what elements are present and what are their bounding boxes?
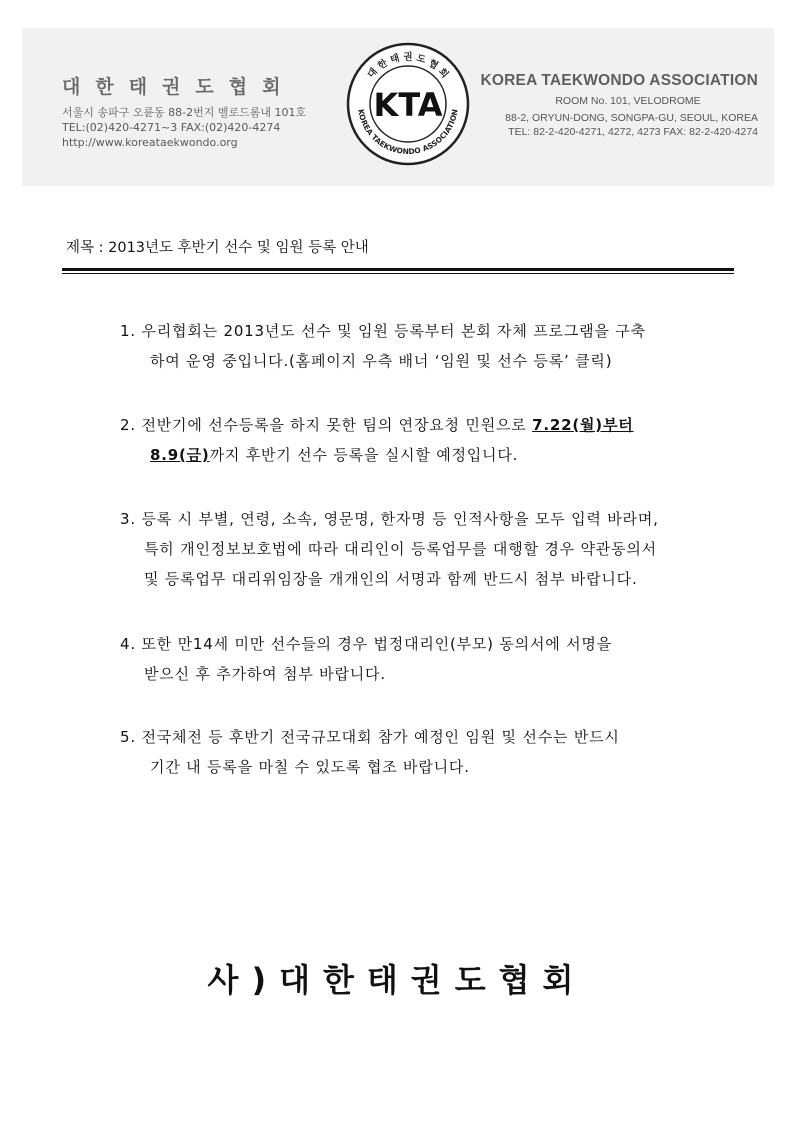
- item-3-line-3: 및 등록업무 대리위임장을 개개인의 서명과 함께 반드시 첨부 바랍니다.: [144, 570, 638, 588]
- item-2-date-end: 8.9(금): [150, 446, 210, 464]
- item-3-line-2: 특히 개인정보보호법에 따라 대리인이 등록업무를 대행할 경우 약관동의서: [144, 540, 657, 558]
- kr-tel-fax: TEL:(02)420-4271~3 FAX:(02)420-4274: [62, 121, 281, 134]
- kta-logo-icon: [344, 40, 472, 168]
- subject-rule-thick: [62, 268, 734, 271]
- item-2-text: 2. 전반기에 선수등록을 하지 못한 팀의 연장요청 민원으로: [120, 416, 533, 434]
- list-item-3: [120, 504, 750, 594]
- kr-website: http://www.koreataekwondo.org: [62, 136, 238, 149]
- list-item-2: [120, 410, 750, 470]
- subject-rule-thin: [62, 273, 734, 274]
- english-header: [458, 72, 758, 139]
- en-tel-fax: TEL: 82-2-420-4271, 4272, 4273 FAX: 82-2-420-4274: [508, 126, 758, 138]
- en-org-name: KOREA TAEKWONDO ASSOCIATION: [480, 72, 758, 89]
- item-2-rest: 까지 후반기 선수 등록을 실시할 예정입니다.: [209, 446, 519, 464]
- en-room: ROOM No. 101, VELODROME: [555, 95, 701, 107]
- list-item-1: [120, 316, 750, 376]
- item-4-line-2: 받으신 후 추가하여 첨부 바랍니다.: [144, 665, 386, 683]
- kr-address: 서울시 송파구 오륜동 88-2번지 벨로드롬내 101호: [62, 106, 307, 119]
- item-2-line-1: [120, 410, 750, 440]
- kr-org-name: 대한태권도협회: [62, 76, 296, 98]
- logo-kta-text: KTA: [373, 86, 443, 124]
- item-5-line-1: 5. 전국체전 등 후반기 전국규모대회 참가 예정인 임원 및 선수는 반드시: [120, 728, 620, 746]
- item-3-line-1: 3. 등록 시 부별, 연령, 소속, 영문명, 한자명 등 인적사항을 모두 입력 바라며,: [120, 510, 659, 528]
- item-1-line-2: 하여 운영 중입니다.(홈페이지 우측 배너 ‘임원 및 선수 등록’ 클릭): [150, 352, 613, 370]
- item-2-date-start: 7.22(월)부터: [532, 416, 634, 434]
- letterhead: [22, 28, 774, 186]
- item-4-line-1: 4. 또한 만14세 미만 선수들의 경우 법정대리인(부모) 동의서에 서명을: [120, 635, 612, 653]
- item-5-line-2: 기간 내 등록을 마칠 수 있도록 협조 바랍니다.: [150, 758, 470, 776]
- list-item-4: [120, 629, 750, 689]
- list-item-5: [120, 722, 750, 782]
- en-address: 88-2, ORYUN-DONG, SONGPA-GU, SEOUL, KOREA: [505, 112, 758, 124]
- logo-bottom-text: KOREA TAEKWONDO ASSOCIATION: [356, 108, 460, 157]
- item-2-line-2: [120, 440, 750, 470]
- item-1-line-1: 1. 우리협회는 2013년도 선수 및 임원 등록부터 본회 자체 프로그램을 구축: [120, 322, 646, 340]
- issuer-signature: 사)대한태권도협회: [207, 961, 587, 999]
- logo-top-text: 대 한 태 권 도 협 회: [365, 52, 451, 81]
- document-subject: 제목 : 2013년도 후반기 선수 및 임원 등록 안내: [66, 240, 369, 256]
- korean-header: [62, 72, 362, 150]
